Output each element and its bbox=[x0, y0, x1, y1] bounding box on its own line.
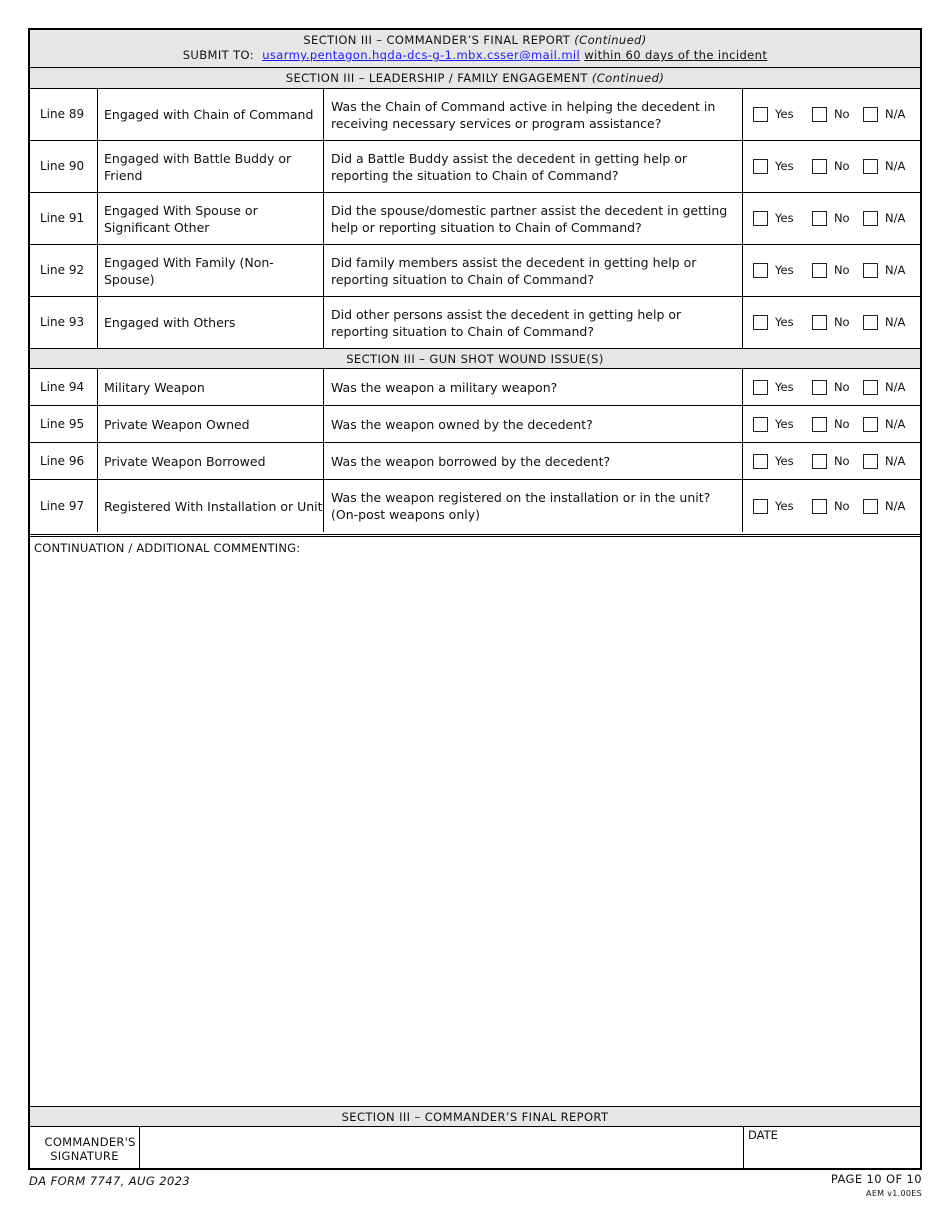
option-yes[interactable]: Yes bbox=[753, 498, 812, 515]
yes-checkbox[interactable] bbox=[753, 380, 768, 395]
commander-signature-label: COMMANDER'S SIGNATURE bbox=[30, 1127, 140, 1170]
yes-checkbox[interactable] bbox=[753, 454, 768, 469]
no-checkbox[interactable] bbox=[812, 499, 827, 514]
no-checkbox[interactable] bbox=[812, 417, 827, 432]
item-label: Private Weapon Owned bbox=[98, 406, 324, 442]
question-row bbox=[30, 406, 920, 443]
section-final-header bbox=[30, 1106, 920, 1127]
no-checkbox[interactable] bbox=[812, 380, 827, 395]
no-checkbox[interactable] bbox=[812, 315, 827, 330]
option-na[interactable]: N/A bbox=[863, 379, 922, 396]
na-checkbox[interactable] bbox=[863, 315, 878, 330]
form-header bbox=[30, 30, 920, 68]
na-checkbox[interactable] bbox=[863, 107, 878, 122]
item-question: Was the weapon borrowed by the decedent? bbox=[324, 443, 743, 479]
no-checkbox[interactable] bbox=[812, 107, 827, 122]
date-field[interactable] bbox=[743, 1127, 922, 1170]
form-header-title: SECTION III – COMMANDER’S FINAL REPORT bbox=[303, 33, 571, 47]
section-gunshot-title: SECTION III – GUN SHOT WOUND ISSUE(S) bbox=[346, 352, 604, 366]
line-number: Line 96 bbox=[30, 443, 98, 479]
yes-checkbox[interactable] bbox=[753, 499, 768, 514]
item-label: Engaged With Family (Non-Spouse) bbox=[98, 245, 324, 296]
question-row bbox=[30, 297, 920, 348]
option-na[interactable]: N/A bbox=[863, 158, 922, 175]
section-final-title: SECTION III – COMMANDER’S FINAL REPORT bbox=[341, 1110, 609, 1124]
yes-checkbox[interactable] bbox=[753, 159, 768, 174]
item-question: Did the spouse/domestic partner assist the decedent in getting help or reporting situation to Chain of Command? bbox=[324, 193, 743, 244]
option-na[interactable]: N/A bbox=[863, 453, 922, 470]
item-label: Engaged with Battle Buddy or Friend bbox=[98, 141, 324, 192]
answer-options bbox=[743, 89, 922, 140]
section-leadership-suffix: (Continued) bbox=[591, 71, 665, 85]
answer-options bbox=[743, 480, 922, 532]
item-question: Did a Battle Buddy assist the decedent in getting help or reporting the situation to Chain of Command? bbox=[324, 141, 743, 192]
line-number: Line 95 bbox=[30, 406, 98, 442]
line-number: Line 92 bbox=[30, 245, 98, 296]
option-na[interactable]: N/A bbox=[863, 498, 922, 515]
option-no[interactable]: No bbox=[812, 106, 863, 123]
line-number: Line 94 bbox=[30, 369, 98, 405]
item-question: Was the Chain of Command active in helping the decedent in receiving necessary services or program assistance? bbox=[324, 89, 743, 140]
page-number: PAGE 10 OF 10 bbox=[830, 1172, 922, 1186]
yes-checkbox[interactable] bbox=[753, 417, 768, 432]
option-na[interactable]: N/A bbox=[863, 314, 922, 331]
na-checkbox[interactable] bbox=[863, 263, 878, 278]
commander-signature-field[interactable] bbox=[139, 1127, 744, 1170]
option-na[interactable]: N/A bbox=[863, 106, 922, 123]
na-checkbox[interactable] bbox=[863, 159, 878, 174]
option-no[interactable]: No bbox=[812, 379, 863, 396]
option-no[interactable]: No bbox=[812, 262, 863, 279]
item-label: Engaged with Chain of Command bbox=[98, 89, 324, 140]
line-number: Line 97 bbox=[30, 480, 98, 532]
yes-checkbox[interactable] bbox=[753, 263, 768, 278]
form-id: DA FORM 7747, AUG 2023 bbox=[29, 1174, 191, 1188]
option-na[interactable]: N/A bbox=[863, 416, 922, 433]
option-no[interactable]: No bbox=[812, 498, 863, 515]
line-number: Line 91 bbox=[30, 193, 98, 244]
answer-options bbox=[743, 443, 922, 479]
submit-to-label: SUBMIT TO: bbox=[182, 48, 255, 62]
option-no[interactable]: No bbox=[812, 416, 863, 433]
item-label: Engaged With Spouse or Significant Other bbox=[98, 193, 324, 244]
answer-options bbox=[743, 297, 922, 348]
option-yes[interactable]: Yes bbox=[753, 262, 812, 279]
question-row bbox=[30, 480, 920, 532]
submit-deadline: within 60 days of the incident bbox=[584, 48, 768, 62]
option-na[interactable]: N/A bbox=[863, 210, 922, 227]
no-checkbox[interactable] bbox=[812, 454, 827, 469]
yes-checkbox[interactable] bbox=[753, 211, 768, 226]
signature-row bbox=[30, 1127, 920, 1170]
yes-checkbox[interactable] bbox=[753, 107, 768, 122]
question-row bbox=[30, 369, 920, 406]
question-row bbox=[30, 245, 920, 297]
submit-email-link[interactable]: usarmy.pentagon.hqda-dcs-g-1.mbx.csser@mail.mil bbox=[262, 48, 581, 62]
answer-options bbox=[743, 245, 922, 296]
date-label: DATE bbox=[748, 1128, 778, 1142]
no-checkbox[interactable] bbox=[812, 211, 827, 226]
question-row bbox=[30, 141, 920, 193]
option-na[interactable]: N/A bbox=[863, 262, 922, 279]
form-version: AEM v1.00ES bbox=[866, 1189, 922, 1198]
option-yes[interactable]: Yes bbox=[753, 416, 812, 433]
item-label: Engaged with Others bbox=[98, 297, 324, 348]
option-yes[interactable]: Yes bbox=[753, 379, 812, 396]
continuation-comment-area[interactable] bbox=[30, 534, 920, 1106]
option-yes[interactable]: Yes bbox=[753, 106, 812, 123]
yes-checkbox[interactable] bbox=[753, 315, 768, 330]
item-label: Private Weapon Borrowed bbox=[98, 443, 324, 479]
na-checkbox[interactable] bbox=[863, 454, 878, 469]
item-question: Did family members assist the decedent in getting help or reporting situation to Chain of Command? bbox=[324, 245, 743, 296]
na-checkbox[interactable] bbox=[863, 499, 878, 514]
na-checkbox[interactable] bbox=[863, 211, 878, 226]
option-no[interactable]: No bbox=[812, 453, 863, 470]
answer-options bbox=[743, 193, 922, 244]
section-gunshot-header bbox=[30, 348, 920, 369]
no-checkbox[interactable] bbox=[812, 159, 827, 174]
item-question: Did other persons assist the decedent in getting help or reporting situation to Chain of Command? bbox=[324, 297, 743, 348]
section-leadership-header bbox=[30, 68, 920, 89]
item-question: Was the weapon owned by the decedent? bbox=[324, 406, 743, 442]
form-header-title-suffix: (Continued) bbox=[574, 33, 647, 47]
answer-options bbox=[743, 369, 922, 405]
no-checkbox[interactable] bbox=[812, 263, 827, 278]
question-row bbox=[30, 193, 920, 245]
line-number: Line 93 bbox=[30, 297, 98, 348]
option-no[interactable]: No bbox=[812, 210, 863, 227]
option-no[interactable]: No bbox=[812, 314, 863, 331]
answer-options bbox=[743, 141, 922, 192]
option-yes[interactable]: Yes bbox=[753, 158, 812, 175]
line-number: Line 89 bbox=[30, 89, 98, 140]
form-page bbox=[28, 28, 922, 1170]
option-no[interactable]: No bbox=[812, 158, 863, 175]
question-row bbox=[30, 443, 920, 480]
option-yes[interactable]: Yes bbox=[753, 314, 812, 331]
answer-options bbox=[743, 406, 922, 442]
line-number: Line 90 bbox=[30, 141, 98, 192]
item-question: Was the weapon registered on the installation or in the unit? (On-post weapons only) bbox=[324, 480, 743, 532]
section-leadership-title: SECTION III – LEADERSHIP / FAMILY ENGAGEMENT bbox=[285, 71, 588, 85]
na-checkbox[interactable] bbox=[863, 380, 878, 395]
item-label: Military Weapon bbox=[98, 369, 324, 405]
option-yes[interactable]: Yes bbox=[753, 210, 812, 227]
item-label: Registered With Installation or Unit bbox=[98, 480, 324, 532]
option-yes[interactable]: Yes bbox=[753, 453, 812, 470]
continuation-label: CONTINUATION / ADDITIONAL COMMENTING: bbox=[34, 541, 301, 555]
na-checkbox[interactable] bbox=[863, 417, 878, 432]
question-row bbox=[30, 89, 920, 141]
item-question: Was the weapon a military weapon? bbox=[324, 369, 743, 405]
